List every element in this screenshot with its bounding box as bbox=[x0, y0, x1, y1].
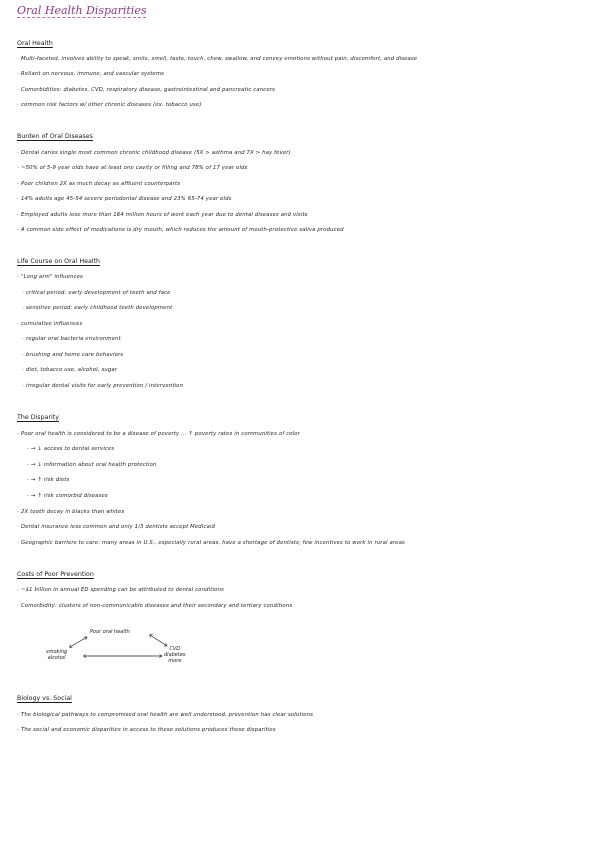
section-heading-disparity: The Disparity bbox=[17, 414, 59, 421]
list-item: · "Long arm" influences bbox=[17, 274, 83, 280]
list-item: · ~50% of 5-9 year olds have at least one cavity or filling and 78% of 17 year olds bbox=[17, 165, 248, 171]
section-heading-life-course: Life Course on Oral Health bbox=[17, 258, 101, 265]
list-item: · A common side effect of medications is dry mouth, which reduces the amount of mouth-protective saliva produced bbox=[17, 227, 344, 233]
arrow-top-to-right bbox=[150, 635, 167, 646]
list-item: · brushing and home care behaviors bbox=[22, 352, 124, 358]
diagram-node-diseases: CVD diabetes more bbox=[164, 646, 186, 664]
list-item: · The biological pathways to compromised oral health are well understood, prevention has clear solutions bbox=[17, 712, 314, 718]
list-item: · diet, tobacco use, alcohol, sugar bbox=[22, 367, 118, 373]
list-item: · critical period: early development of teeth and face bbox=[22, 290, 171, 296]
section-heading-biology-social: Biology vs. Social bbox=[17, 695, 72, 702]
list-item: · Dental insurance less common and only 1/3 dentists accept Medicaid bbox=[17, 524, 215, 530]
list-item: · Employed adults lose more than 164 million hours of work each year due to dental diseases and visits bbox=[17, 212, 308, 218]
section-heading-burden: Burden of Oral Diseases bbox=[17, 133, 93, 140]
list-item: · → ↑ risk comorbid diseases bbox=[27, 493, 108, 499]
list-item: · 14% adults age 45-54 severe periodontal disease and 23% 65-74 year olds bbox=[17, 196, 232, 202]
list-item: · Dental caries single most common chronic childhood disease (5X > asthma and 7X > hay fever) bbox=[17, 150, 291, 156]
list-item: · Poor oral health is considered to be a disease of poverty ... ↑ poverty rates in communities of color bbox=[17, 431, 300, 437]
list-item: · Geographic barriers to care: many areas in U.S., especially rural areas, have a shortage of dentists; few incentives to work in rural areas bbox=[17, 540, 405, 546]
section-heading-costs: Costs of Poor Prevention bbox=[17, 571, 94, 578]
list-item: · sensitive period: early childhood teeth development bbox=[22, 305, 173, 311]
page-title: Oral Health Disparities bbox=[17, 4, 147, 17]
list-item: · Comorbidities: diabetes, CVD, respiratory disease, gastrointestinal and pancreatic cancers bbox=[17, 87, 275, 93]
list-item: · Multi-faceted, involves ability to speak, smile, smell, taste, touch, chew, swallow, and convey emotions without pain, discomfort, and disease bbox=[17, 56, 418, 62]
list-item: · 2X tooth decay in blacks than whites bbox=[17, 509, 125, 515]
arrow-left-to-top bbox=[70, 637, 87, 647]
list-item: · → ↓ information about oral health protection bbox=[27, 462, 157, 468]
list-item: · → ↓ access to dental services bbox=[27, 446, 115, 452]
list-item: · ~$1 billion in annual ED spending can be attributed to dental conditions bbox=[17, 587, 224, 593]
list-item: · → ↑ risk diets bbox=[27, 477, 70, 483]
list-item: · irregular dental visits for early prevention / intervention bbox=[22, 383, 184, 389]
list-item: · Reliant on nervous, immune, and vascular systems bbox=[17, 71, 165, 77]
list-item: · common risk factors w/ other chronic diseases (ex. tobacco use) bbox=[17, 102, 202, 108]
list-item: · regular oral bacteria environment bbox=[22, 336, 121, 342]
list-item: · The social and economic disparities in access to these solutions produces these disparities bbox=[17, 727, 276, 733]
comorbidity-diagram bbox=[40, 625, 200, 670]
diagram-node-poor-oral-health: Poor oral health bbox=[90, 629, 130, 635]
list-item: · Comorbidity: clusters of non-communicable diseases and their secondary and tertiary conditions bbox=[17, 603, 293, 609]
list-item: · Poor children 2X as much decay as affluent counterparts bbox=[17, 181, 181, 187]
diagram-node-risk-behaviors: smoking alcohol bbox=[46, 649, 68, 661]
list-item: · cumulative influences bbox=[17, 321, 83, 327]
section-heading-oral-health: Oral Health bbox=[17, 40, 53, 47]
